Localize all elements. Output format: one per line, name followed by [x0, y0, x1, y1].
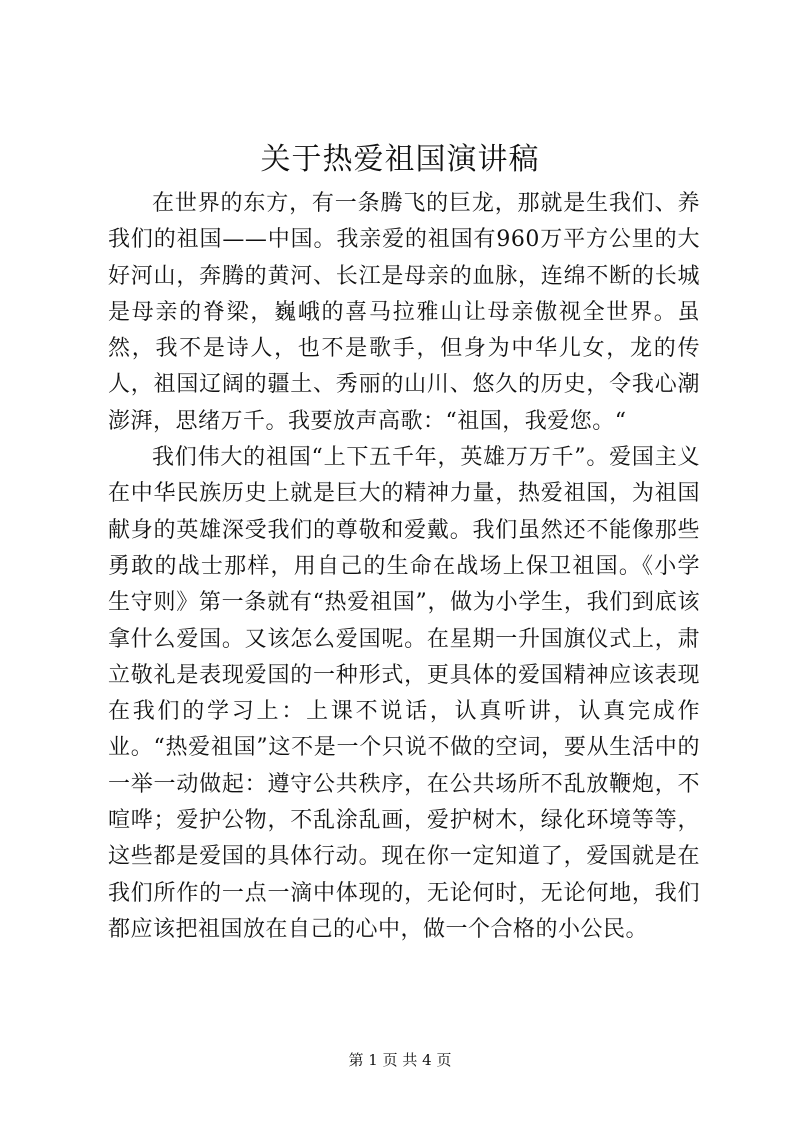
document-title: 关于热爱祖国演讲稿 [260, 142, 540, 177]
paragraph-1: 在世界的东方，有一条腾飞的巨龙，那就是生我们、养我们的祖国——中国。我亲爱的祖国有960万平方公里的大好河山，奔腾的黄河、长江是母亲的血脉，连绵不断的长城是母亲的脊梁，巍峨的喜马拉雅山让母亲傲视全世界。虽然，我不是诗人，也不是歌手，但身为中华儿女，龙的传人，祖国辽阔的疆土、秀丽的山川、悠久的历史，令我心潮澎湃，思绪万千。我要放声高歌：“祖国，我爱您。“ [108, 191, 700, 434]
document-body [108, 186, 700, 948]
page-footer: 第 1 页 共 4 页 [348, 1051, 452, 1069]
paragraph-2: 我们伟大的祖国“上下五千年，英雄万万千”。爱国主义在中华民族历史上就是巨大的精神力量，热爱祖国，为祖国献身的英雄深受我们的尊敬和爱戴。我们虽然还不能像那些勇敢的战士那样，用自己的生命在战场上保卫祖国。《小学生守则》第一条就有“热爱祖国”，做为小学生，我们到底该拿什么爱国。又该怎么爱国呢。在星期一升国旗仪式上，肃立敬礼是表现爱国的一种形式，更具体的爱国精神应该表现在我们的学习上：上课不说话，认真听讲，认真完成作业。“热爱祖国”这不是一个只说不做的空词，要从生活中的一举一动做起：遵守公共秩序，在公共场所不乱放鞭炮，不喧哗；爱护公物，不乱涂乱画，爱护树木，绿化环境等等，这些都是爱国的具体行动。现在你一定知道了，爱国就是在我们所作的一点一滴中体现的，无论何时，无论何地，我们都应该把祖国放在自己的心中，做一个合格的小公民。 [108, 445, 700, 942]
